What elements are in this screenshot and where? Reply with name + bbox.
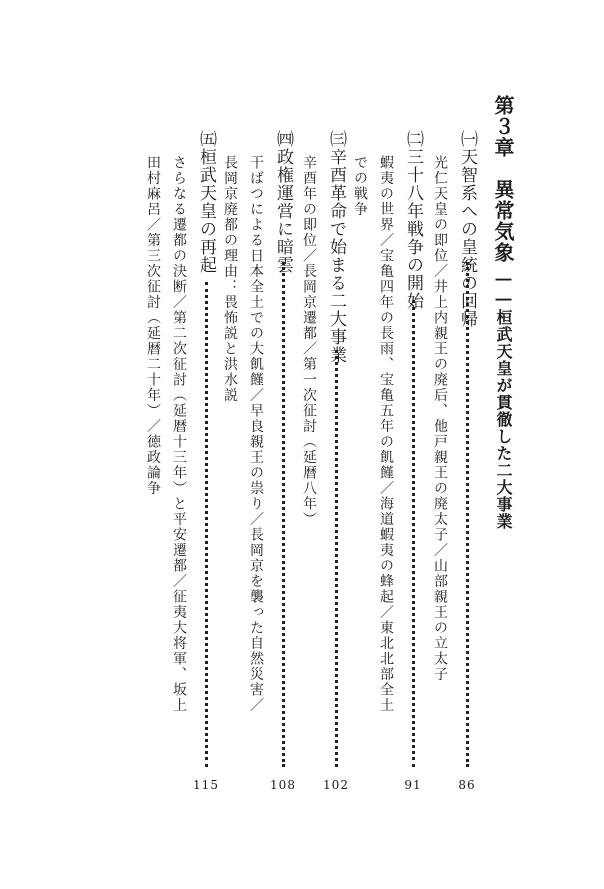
page-number: 91: [404, 778, 422, 792]
section-detail: での戦争: [352, 155, 368, 217]
section-title: ㈤桓武天皇の再起: [196, 130, 216, 274]
dot-leader: [466, 262, 469, 767]
page-number: 86: [458, 778, 476, 792]
section-detail: 干ばつによる日本全土での大飢饉／早良親王の祟り／長岡京を襲った自然災害／: [248, 155, 264, 713]
section-detail: 蝦夷の世界／宝亀四年の長雨、宝亀五年の飢饉／海道蝦夷の蜂起／東北北部全土: [378, 155, 394, 713]
chapter-title: 第３章 異常気象: [491, 95, 515, 263]
section-detail: 田村麻呂／第三次征討（延暦二十年）／徳政論争: [145, 155, 161, 496]
section-title: ㈡三十八年戦争の開始: [403, 130, 423, 310]
dot-leader: [205, 282, 208, 767]
dot-leader: [335, 350, 338, 767]
section-detail: 長岡京廃都の理由：畏怖説と洪水説: [222, 155, 238, 403]
section-detail: 光仁天皇の即位／井上内親王の廃后、他戸親王の廃太子／山部親王の立太子: [432, 155, 448, 682]
dot-leader: [282, 262, 285, 767]
page-number: 108: [270, 778, 296, 792]
chapter-heading: [493, 95, 513, 530]
section-detail: 辛酉年の即位／長岡京遷都／第一次征討（延暦八年）: [301, 155, 317, 527]
section-title: ㈣政権運営に暗雲: [273, 130, 293, 274]
page-number: 115: [193, 778, 219, 792]
section-title: ㈢辛酉革命で始まる二大事業: [326, 130, 346, 364]
page-number: 102: [323, 778, 349, 792]
dot-leader: [412, 300, 415, 767]
section-detail: さらなる遷都の決断／第二次征討（延暦十三年）と平安遷都／征夷大将軍、坂上: [171, 155, 187, 713]
chapter-subtitle: ――桓武天皇が貫徹した二大事業: [494, 269, 513, 530]
section-title: ㈠天智系への皇統の回帰: [457, 130, 477, 328]
